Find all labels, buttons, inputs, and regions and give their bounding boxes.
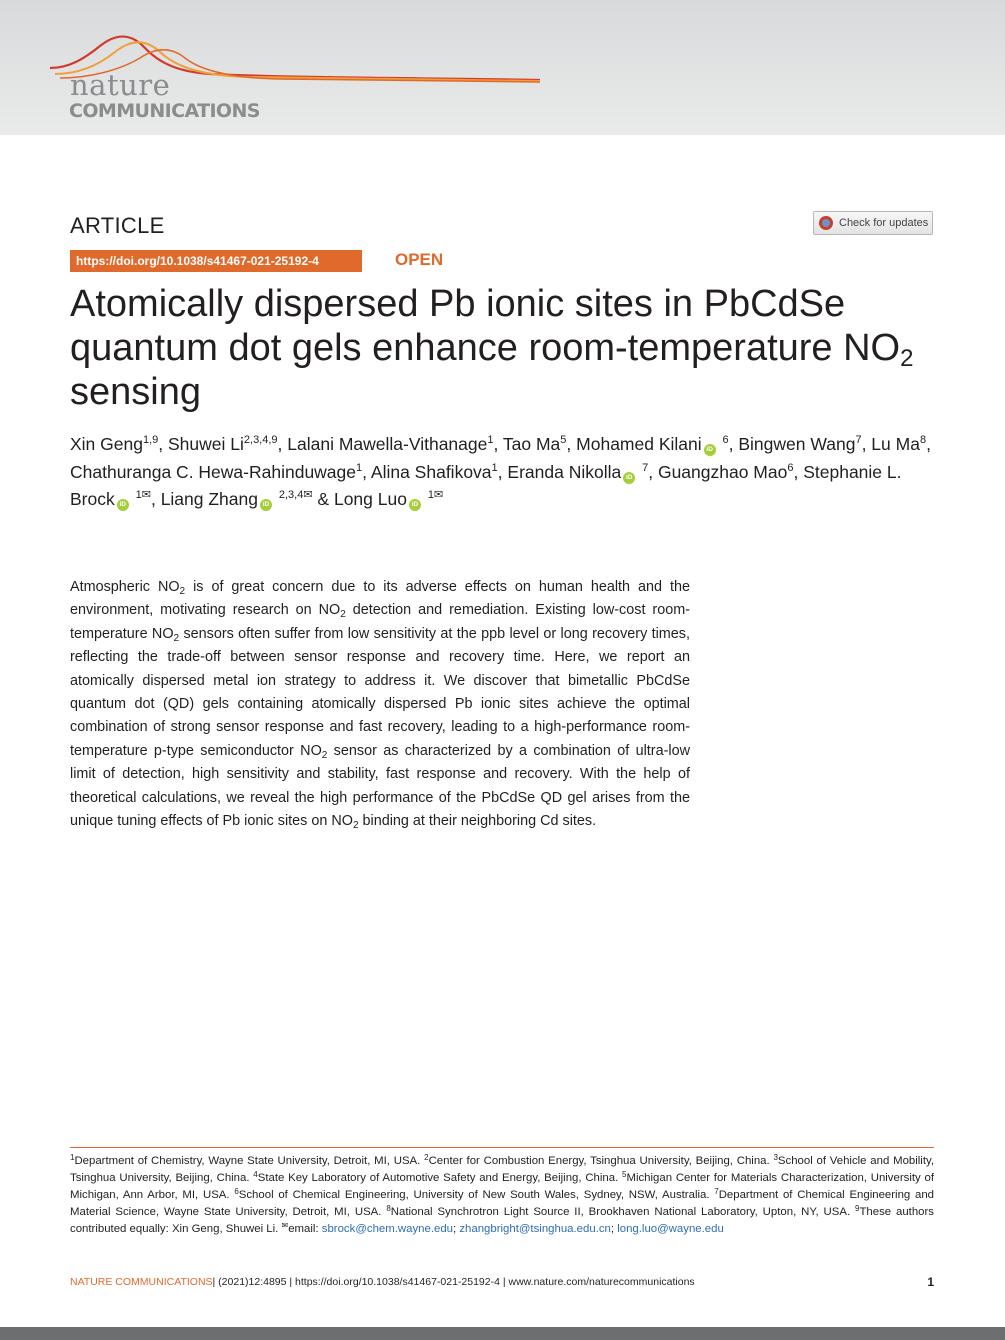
affiliation-text: Center for Combustion Energy, Tsinghua University, Beijing, China. (428, 1155, 774, 1167)
abstract-subscript: 2 (321, 749, 328, 761)
footnote-number: 8 (386, 1204, 391, 1213)
abstract-text: binding at their neighboring Cd sites. (358, 813, 597, 830)
footer-journal-name: NATURE COMMUNICATIONS (70, 1276, 213, 1288)
check-for-updates-label: Check for updates (839, 217, 929, 229)
abstract-text: Atmospheric NO (70, 579, 180, 595)
abstract-text: sensors often suffer from low sensitivity at the ppb level or long recovery times, reflecting the trade-off between sensor response and recovery time. Here, we report an atomically dispersed metal ion strategy to address it. We discover that bimetallic PbCdSe quantum dot (QD) gels containing atomically dispersed Pb ionic sites achieve the optimal combination of strong sensor response and fast recovery, leading to a high-performance room-temperature p-type semiconductor NO (70, 625, 690, 759)
author-affiliation: 1,9 (142, 434, 159, 446)
orcid-icon[interactable]: iD (117, 499, 129, 511)
author-affiliation: 7 (642, 461, 649, 474)
author-affiliation: 1✉ (135, 489, 151, 501)
open-access-label: OPEN (395, 250, 444, 269)
author-affiliation: 6 (787, 461, 794, 474)
title-text-end: sensing (70, 371, 201, 413)
author-name[interactable]: Guangzhao Mao (657, 461, 788, 482)
author-affiliation: 8 (919, 434, 927, 446)
envelope-icon: ✉ (281, 1221, 289, 1230)
author-list: Xin Geng$^{1,9}$, Shuwei Li$^{2,3,4,9}$, Lalani Mawella-Vithanage$^1$, Tao Ma$^5$, Mohamed Kilani iD $^6$, Bingwen Wang$^7$, Lu Ma$^8$, Chathuranga C. Hewa-Rahinduwage$^1$, Alina Shafikova$^1$, Eranda Nikolla iD $^7$, Guangzhao Mao$^6$, Stephanie L. Brock iD $^{1✉}$, Liang Zhang iD $^{2,3,4✉}$ & Long Luo iD $^{1✉}$ (70, 434, 931, 509)
author-name[interactable]: Bingwen Wang (738, 434, 856, 454)
footnote-number: 4 (253, 1170, 258, 1179)
author-affiliation: 6 (722, 434, 729, 446)
page-footer (70, 1276, 934, 1288)
abstract (70, 576, 690, 833)
footnote-number: 9 (855, 1204, 860, 1213)
author-affiliation: 1 (491, 461, 498, 474)
author-name[interactable]: Eranda Nikolla (507, 461, 622, 482)
article-title (70, 282, 950, 414)
affiliations-footnote (70, 1153, 934, 1238)
abstract-text: is of great concern due to its adverse effects on human health and the environment, motivating research on NO (70, 579, 691, 619)
abstract-subscript: 2 (179, 586, 186, 597)
affiliation-text: These authors contributed equally: Xin Geng, Shuwei Li. (70, 1206, 934, 1235)
footnote-number: 5 (622, 1170, 627, 1179)
email-link[interactable]: long.luo@wayne.edu (617, 1223, 724, 1235)
email-link[interactable]: zhangbright@tsinghua.edu.cn (459, 1223, 611, 1235)
email-label: email: (288, 1223, 322, 1235)
title-subscript: 2 (900, 345, 914, 372)
footnote-number: 1 (70, 1153, 75, 1162)
author-name[interactable]: Stephanie L. Brock (70, 461, 902, 509)
bottom-bar (0, 1327, 1005, 1340)
author-name[interactable]: Tao Ma (502, 434, 561, 454)
title-text: Atomically dispersed Pb ionic sites in PbCdSe quantum dot gels enhance room-temperature NO (70, 283, 901, 369)
affiliation-text: National Synchrotron Light Source II, Brookhaven National Laboratory, Upton, NY, USA. (390, 1206, 855, 1218)
author-affiliation: 5 (560, 434, 567, 446)
author-name[interactable]: Chathuranga C. Hewa-Rahinduwage (70, 461, 357, 482)
author-name[interactable]: Xin Geng (70, 434, 143, 454)
orcid-icon[interactable]: iD (623, 472, 635, 484)
logo-nature-text: nature (70, 68, 171, 102)
logo-communications-text: COMMUNICATIONS (69, 100, 260, 122)
journal-header (0, 0, 1005, 135)
affiliation-text: Michigan Center for Materials Characterization, University of Michigan, Ann Arbor, MI, USA. (70, 1172, 934, 1201)
footer-citation: | (2021)12:4895 | https://doi.org/10.1038/s41467-021-25192-4 | www.nature.com/naturecommunications (212, 1276, 695, 1288)
author-affiliation: 2,3,4,9 (243, 434, 278, 446)
author-name[interactable]: Long Luo (333, 489, 407, 509)
footnote-number: 3 (773, 1153, 778, 1162)
author-name[interactable]: Lu Ma (871, 434, 920, 454)
email-link[interactable]: sbrock@chem.wayne.edu (321, 1223, 453, 1235)
footnote-number: 2 (424, 1153, 429, 1162)
affiliation-text: Department of Chemistry, Wayne State University, Detroit, MI, USA. (74, 1155, 425, 1167)
orcid-icon[interactable]: iD (409, 499, 421, 511)
author-name[interactable]: Alina Shafikova (370, 461, 492, 482)
footnote-divider (70, 1147, 934, 1148)
author-name[interactable]: Shuwei Li (168, 434, 244, 454)
author-affiliation: 1 (487, 434, 494, 446)
affiliation-text: Department of Chemical Engineering and Material Science, Wayne State University, Detroit, MI, USA. (70, 1189, 934, 1218)
author-affiliation: 7 (855, 434, 862, 446)
author-name[interactable]: Lalani Mawella-Vithanage (287, 434, 488, 454)
orcid-icon[interactable]: iD (704, 444, 716, 456)
check-for-updates-button[interactable] (813, 211, 933, 235)
orcid-icon[interactable]: iD (260, 499, 272, 511)
author-affiliation: 2,3,4✉ (278, 489, 313, 501)
doi-link[interactable]: https://doi.org/10.1038/s41467-021-25192-4 (70, 250, 362, 272)
author-affiliation: 1✉ (427, 489, 444, 501)
author-affiliation: 1 (356, 461, 363, 474)
author-conjunction: & (312, 489, 334, 509)
page-number: 1 (927, 1275, 934, 1289)
email-separator: ; (610, 1223, 618, 1235)
author-name[interactable]: Liang Zhang (160, 489, 258, 509)
abstract-subscript: 2 (173, 632, 180, 644)
abstract-text: sensor as characterized by a combination of ultra-low limit of detection, high sensitivity and stability, fast response and recovery. With the help of theoretical calculations, we reveal the high performance of the PbCdSe QD gel arises from the unique tuning effects of Pb ionic sites on NO (70, 742, 690, 830)
footnote-number: 6 (234, 1187, 239, 1196)
footnote-number: 7 (714, 1187, 719, 1196)
affiliation-text: School of Vehicle and Mobility, Tsinghua University, Beijing, China. (70, 1155, 935, 1184)
abstract-subscript: 2 (352, 820, 359, 832)
author-name[interactable]: Mohamed Kilani (576, 434, 702, 454)
abstract-text: detection and remediation. Existing low-cost room-temperature NO (70, 602, 690, 642)
abstract-subscript: 2 (340, 609, 346, 621)
crossmark-icon (819, 216, 833, 230)
affiliation-text: School of Chemical Engineering, University of New South Wales, Sydney, NSW, Australia. (238, 1189, 715, 1201)
affiliation-text: State Key Laboratory of Automotive Safety and Energy, Beijing, China. (257, 1172, 623, 1184)
email-separator: ; (453, 1223, 460, 1235)
article-type-label: ARTICLE (70, 213, 165, 238)
